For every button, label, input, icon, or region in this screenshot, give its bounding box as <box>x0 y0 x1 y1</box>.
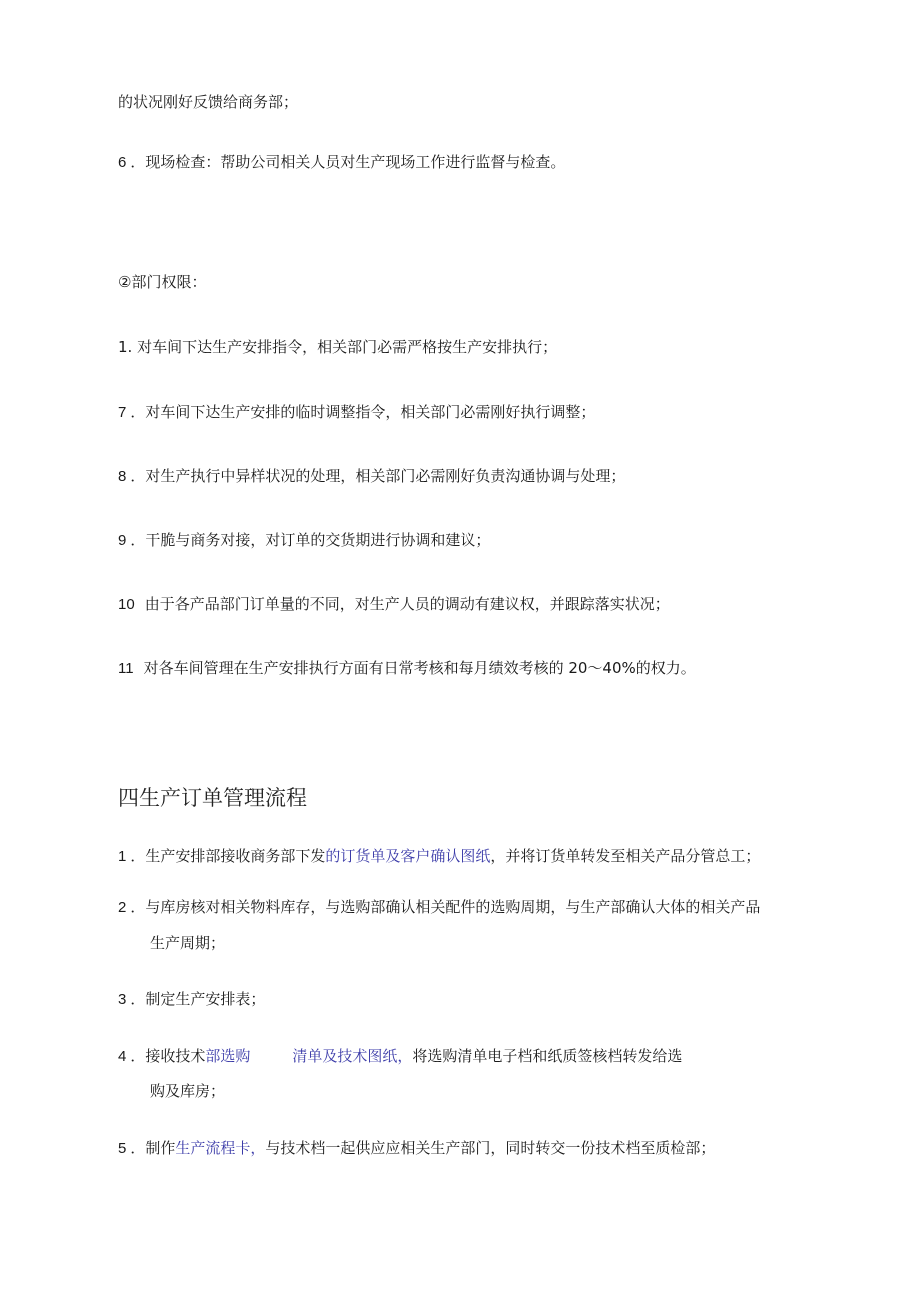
line-text: 1. 对车间下达生产安排指令，相关部门必需严格按生产安排执行； <box>118 338 558 356</box>
step-text: ．制作 <box>130 1139 176 1157</box>
step-text-tail: ，并将订货单转发至相关产品分管总工； <box>490 847 761 865</box>
purchasing-dept-link[interactable]: 部选购 <box>205 1047 251 1065</box>
line-text: 由于各产品部门订单量的不同，对生产人员的调动有建议权，并跟踪落实状况； <box>144 595 670 613</box>
line-text: ．对车间下达生产安排的临时调整指令，相关部门必需刚好执行调整； <box>130 403 596 421</box>
item-number: 8 <box>118 468 127 485</box>
step-text: ．制定生产安排表； <box>130 990 266 1008</box>
process-step-4-continued <box>150 1081 225 1101</box>
item-number: 2 <box>118 899 127 916</box>
step-text: ．与库房核对相关物料库存，与选购部确认相关配件的选购周期，与生产部确认大体的相关产品 <box>130 898 761 916</box>
line-text: ．干脆与商务对接，对订单的交货期进行协调和建议； <box>130 531 491 549</box>
list-item-6 <box>118 152 565 173</box>
list-item-10 <box>118 594 670 615</box>
process-step-3 <box>118 989 265 1010</box>
item-number: 3 <box>118 991 127 1008</box>
step-text: ．生产安排部接收商务部下发 <box>130 847 326 865</box>
list-item-8 <box>118 466 625 487</box>
process-step-1 <box>118 846 760 867</box>
line-text: ．现场检查：帮助公司相关人员对生产现场工作进行监督与检查。 <box>130 153 566 171</box>
item-number: 11 <box>118 660 134 677</box>
step-text-tail: 将选购清单电子档和纸质签核档转发给选 <box>412 1047 683 1065</box>
step-text-continued: 生产周期； <box>150 934 226 952</box>
list-item-1 <box>118 337 557 357</box>
line-text: ②部门权限： <box>118 273 207 291</box>
item-number: 4 <box>118 1048 127 1065</box>
subheading-department-authority <box>118 272 206 292</box>
line-text: 对各车间管理在生产安排执行方面有日常考核和每月绩效考核的 20～40%的权力。 <box>143 659 696 677</box>
item-number: 1 <box>118 848 127 865</box>
list-item-7 <box>118 402 595 423</box>
section-title: 四生产订单管理流程 <box>118 786 307 810</box>
item-number: 10 <box>118 596 135 613</box>
process-step-2-continued <box>150 933 225 953</box>
step-text: ．接收技术 <box>130 1047 206 1065</box>
process-card-link[interactable]: 生产流程卡， <box>175 1139 266 1157</box>
item-number: 7 <box>118 404 127 421</box>
purchase-list-link[interactable]: 清单及技术图纸， <box>292 1047 413 1065</box>
step-text-continued: 购及库房； <box>150 1082 226 1100</box>
process-step-2 <box>118 897 760 918</box>
order-form-link[interactable]: 的订货单及客户确认图纸 <box>325 847 491 865</box>
list-item-11 <box>118 658 696 679</box>
item-number: 5 <box>118 1140 127 1157</box>
process-step-4 <box>118 1046 682 1067</box>
text-line-feedback <box>118 92 298 112</box>
line-text: 的状况刚好反馈给商务部； <box>118 93 299 111</box>
line-text: ．对生产执行中异样状况的处理，相关部门必需刚好负责沟通协调与处理； <box>130 467 626 485</box>
item-number: 9 <box>118 532 127 549</box>
list-item-9 <box>118 530 490 551</box>
item-number: 6 <box>118 154 127 171</box>
step-text-tail: 与技术档一起供应应相关生产部门，同时转交一份技术档至质检部； <box>265 1139 716 1157</box>
process-step-5 <box>118 1138 715 1159</box>
